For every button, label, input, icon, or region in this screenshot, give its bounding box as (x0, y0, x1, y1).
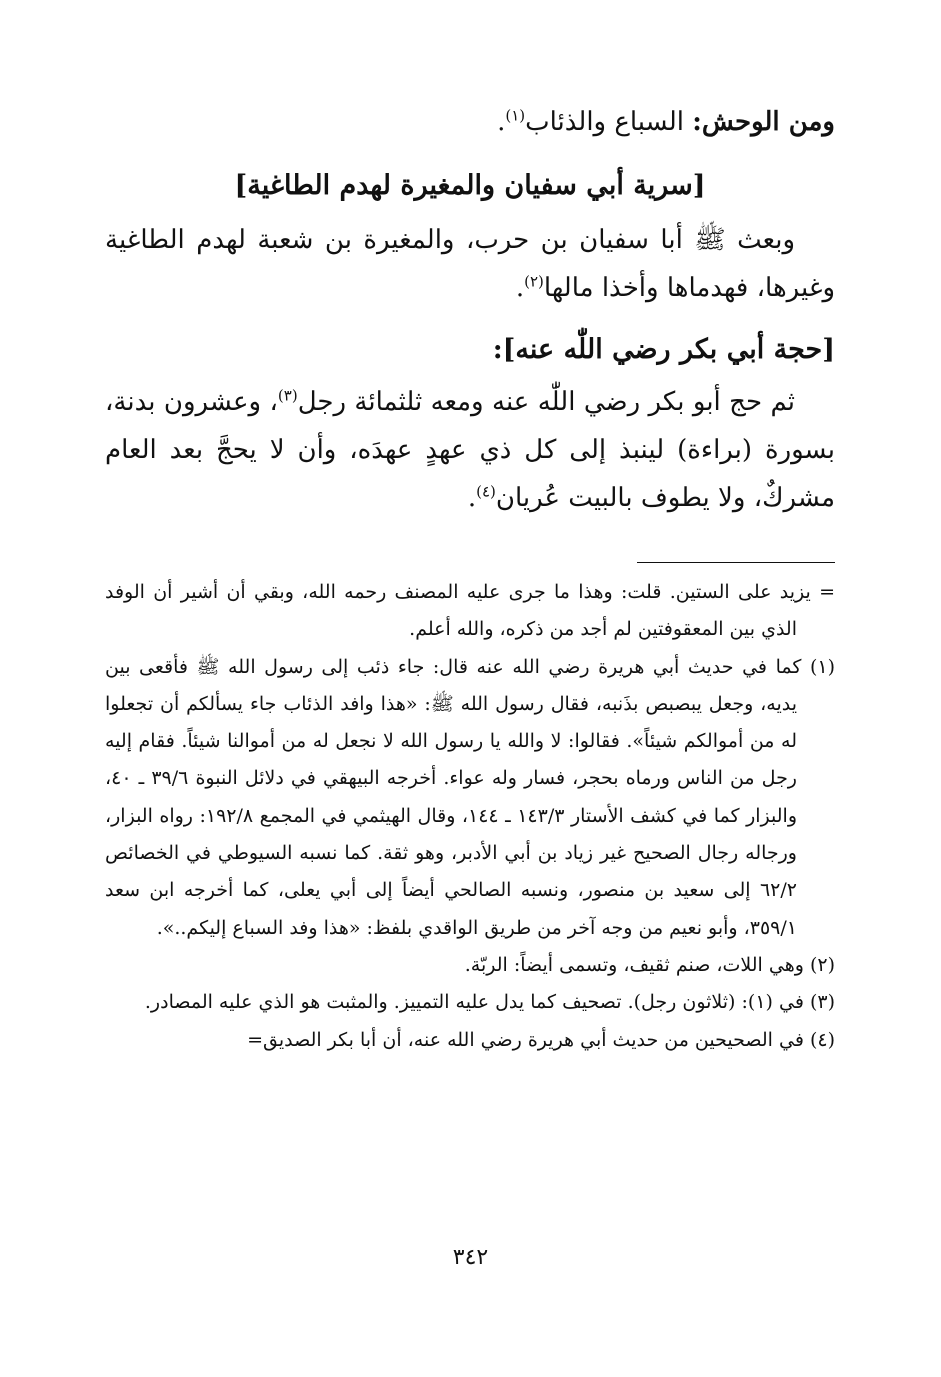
footnote-divider (637, 562, 835, 563)
paragraph-wild-animals (105, 98, 835, 146)
footnote-ref: (٤) (476, 482, 496, 501)
paragraph-end: . (515, 273, 525, 303)
paragraph-text: ، وعشرون بدنة، بسورة (براءة) لينبذ إلى كل ذي عهدٍ عهدَه، وأن لا يحجَّ بعد العام مشركٌ، ولا يطوف بالبيت عُريان (105, 387, 835, 513)
paragraph-text: السباع والذئاب (525, 107, 693, 137)
paragraph-text: ثم حج أبو بكر رضي اللّٰه عنه ومعه ثلثمائة رجل (297, 387, 795, 417)
footnote-ref: (٣) (277, 386, 298, 405)
paragraph-text: وبعث ﷺ أبا سفيان بن حرب، والمغيرة بن شعبة لهدم الطاغية وغيرها، فهدماها وأخذا مالها (105, 225, 835, 303)
paragraph-abu-sufyan (105, 216, 835, 312)
page-number: ٣٤٢ (452, 1245, 489, 1270)
paragraph-end: . (467, 483, 477, 513)
section-heading-abu-bakr-hajj: [حجة أبي بكر رضي اللّٰه عنه]: (492, 334, 835, 365)
footnote-3: (٣) في (١): (ثلاثون رجل). تصحيف كما يدل عليه التمييز. والمثبت هو الذي عليه المصادر. (144, 991, 835, 1014)
paragraph-end: . (497, 107, 506, 137)
footnotes (105, 574, 835, 1059)
paragraph-abu-bakr-hajj (105, 378, 835, 522)
section-heading-abu-sufyan: [سرية أبي سفيان والمغيرة لهدم الطاغية] (234, 170, 706, 201)
main-text (105, 98, 835, 522)
footnote-2: (٢) وهي اللات، صنم ثقيف، وتسمى أيضاً: الربّة. (464, 953, 835, 976)
footnote-ref: (١) (505, 106, 526, 125)
footnote-continuation: = يزيد على الستين. قلت: وهذا ما جرى عليه المصنف رحمه الله، وبقي أن أشير أن الوفد الذي بين المعقوفتين لم أجد من ذكره، والله أعلم. (105, 581, 835, 641)
footnote-1: (١) كما في حديث أبي هريرة رضي الله عنه قال: جاء ذئب إلى رسول الله ﷺ فأقعى بين يديه، وجعل يبصبص بذَنبه، فقال رسول الله ﷺ: «هذا وافد الذئاب جاء يسألكم أن تجعلوا له من أموالكم شيئاً». فقالوا: لا والله يا رسول الله لا نجعل له من أموالنا شيئاً. فقام إليه رجل من الناس ورماه بحجر، فسار وله عواء. أخرجه البيهقي في دلائل النبوة ٣٩/٦ ـ ٤٠، والبزار كما في كشف الأستار ١٤٣/٣ ـ ١٤٤، وقال الهيثمي في المجمع ١٩٢/٨: رواه البزار، ورجاله رجال الصحيح غير زياد بن أبي الأدبر، وهو ثقة. كما نسبه السيوطي في الخصائص ٦٢/٢ إلى سعيد بن منصور، ونسبه الصالحي أيضاً إلى أبي يعلى، كما أخرجه ابن سعد ٣٥٩/١، وأبو نعيم من وجه آخر من طريق الواقدي بلفظ: «هذا وفد السباع إليكم..». (105, 655, 835, 939)
paragraph-lead: ومن الوحش: (692, 107, 835, 137)
footnote-ref: (٢) (524, 272, 544, 291)
footnote-4: (٤) في الصحيحين من حديث أبي هريرة رضي الله عنه، أن أبا بكر الصديق= (247, 1028, 835, 1051)
